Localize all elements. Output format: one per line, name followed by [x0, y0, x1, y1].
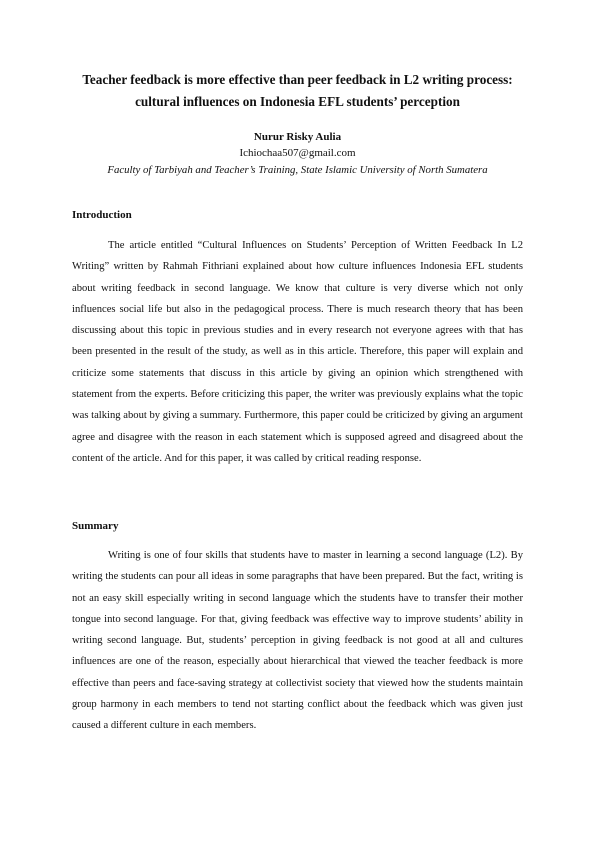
author-affiliation: Faculty of Tarbiyah and Teacher’s Training, State Islamic University of North Sumatera	[107, 164, 488, 176]
introduction-paragraph: The article entitled “Cultural Influences on Students’ Perception of Written Feedback In L2 Writing” written by Rahmah Fithriani explained about how culture influences Indonesia EFL students about writing feedback in second language. We know that culture is very diverse which not only influences social life but also in the pedagogical process. There is much research theory that has been discussing about this topic in previous studies and in every research not everyone agrees with that has been presented in the result of the study, as well as in this article. Therefore, this paper will explain and criticize some statements that discuss in this article by giving an opinion which strengthened with statement from the experts. Before criticizing this paper, the writer was previously explains what the topic was talking about by giving a summary. Furthermore, this paper could be criticized by giving an argument agree and disagree with the reason in each statement which is supposed agreed and disagreed about the content of the article. And for this paper, it was called by critical reading response.	[72, 240, 523, 464]
section-heading-introduction: Introduction	[72, 209, 132, 221]
author-name: Nurur Risky Aulia	[253, 131, 342, 143]
author-email: Ichiochaa507@gmail.com	[239, 147, 356, 159]
section-heading-summary: Summary	[72, 520, 119, 532]
paper-title: Teacher feedback is more effective than peer feedback in L2 writing process: cultural influences on Indonesia EFL students’ perception	[82, 72, 513, 109]
summary-paragraph: Writing is one of four skills that students have to master in learning a second language (L2). By writing the students can pour all ideas in some paragraphs that have been prepared. But the fact, writing is not an easy skill especially writing in second language which the students have to transfer their mother tongue into second language. For that, giving feedback was effective way to improve students’ ability in writing second language. But, students’ perception in giving feedback is not good at all and cultures influences are one of the reason, especially about hierarchical that viewed the teacher feedback is more effective than peers and face-saving strategy at collectivist society that viewed how the students maintain group harmony in each members to tend not starting conflict about the feedback which was given just caused a different culture in each members.	[72, 550, 523, 732]
